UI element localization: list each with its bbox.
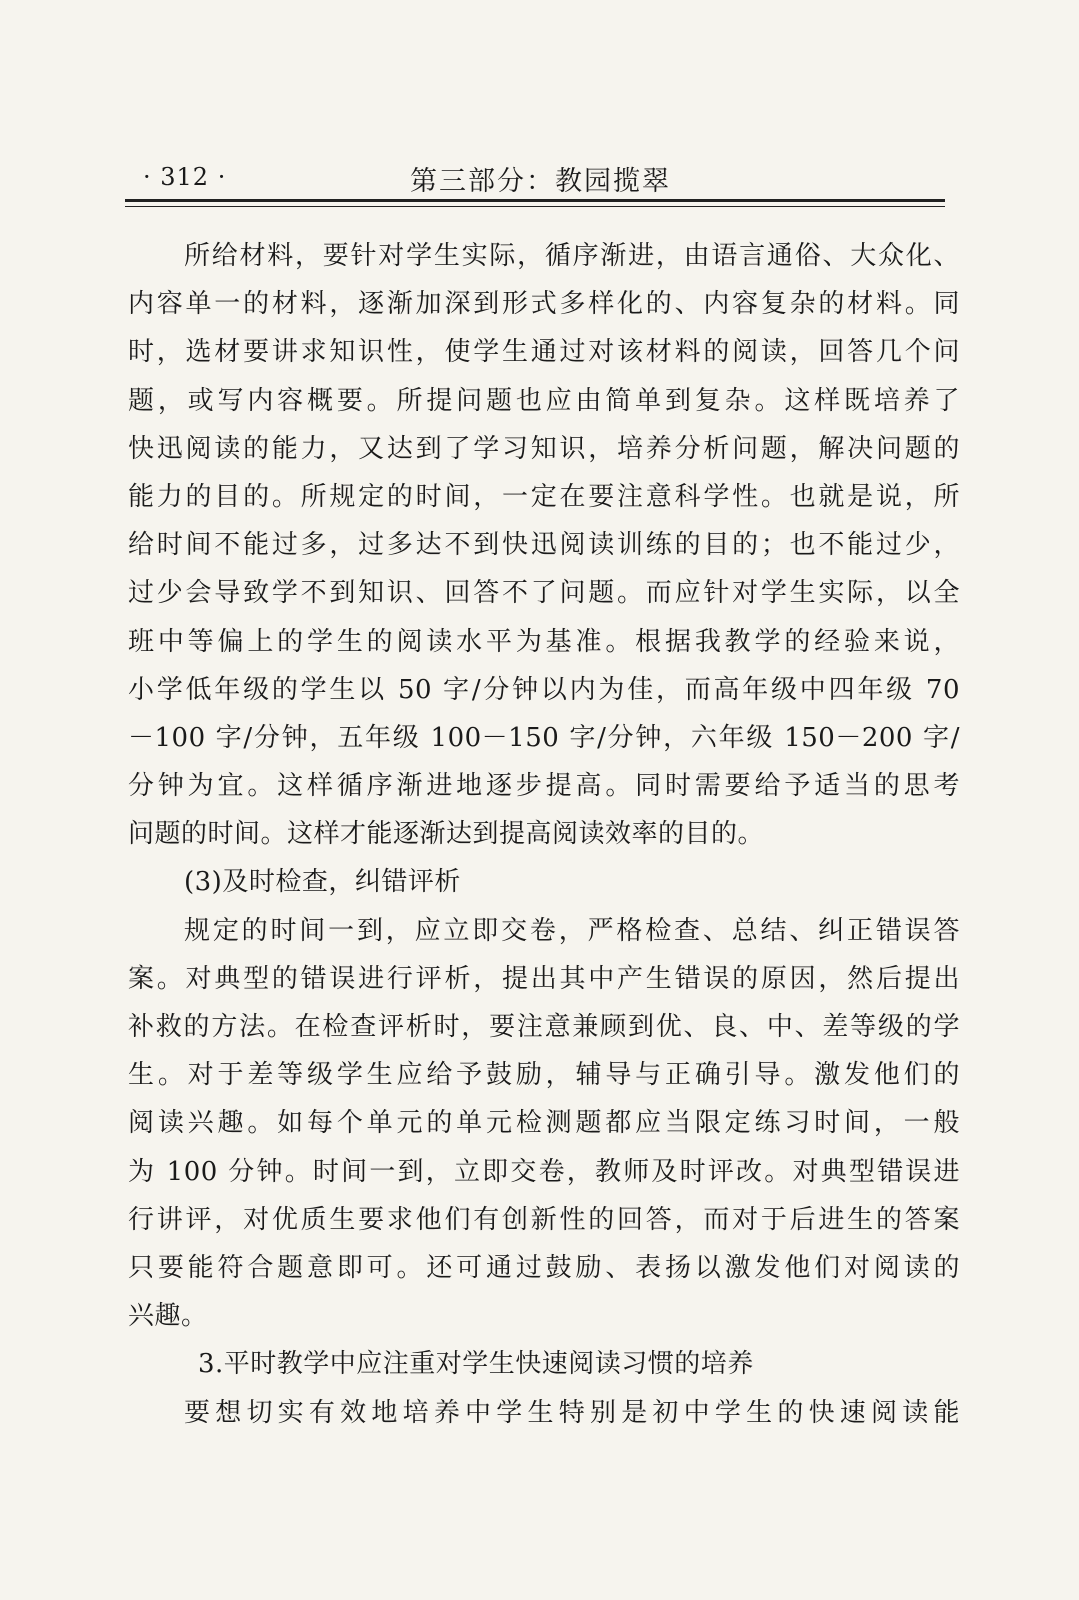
text-line: 能力的目的。所规定的时间，一定在要注意科学性。也就是说，所: [128, 481, 960, 512]
text-line: 生。对于差等级学生应给予鼓励，辅导与正确引导。激发他们的: [128, 1060, 960, 1091]
text-line: 内容单一的材料，逐渐加深到形式多样化的、内容复杂的材料。同: [128, 289, 960, 320]
body-text: [128, 232, 960, 1437]
text-line: 所给材料，要针对学生实际，循序渐进，由语言通俗、大众化、: [184, 241, 960, 271]
header-rule-thick: [125, 199, 945, 202]
text-line: 为 100 分钟。时间一到，立即交卷，教师及时评改。对典型错误进: [128, 1156, 960, 1187]
text-line: 小学低年级的学生以 50 字/分钟以内为佳，而高年级中四年级 70: [128, 674, 960, 705]
text-line: 给时间不能过多，过多达不到快迅阅读训练的目的；也不能过少，: [128, 530, 960, 561]
text-line: 行讲评，对优质生要求他们有创新性的回答，而对于后进生的答案: [128, 1204, 960, 1235]
text-line: 规定的时间一到，应立即交卷，严格检查、总结、纠正错误答: [184, 915, 960, 946]
text-line: (3)及时检查，纠错评析: [184, 867, 461, 898]
text-line: 过少会导致学不到知识、回答不了问题。而应针对学生实际，以全: [128, 578, 960, 609]
text-line: 3.平时教学中应注重对学生快速阅读习惯的培养: [198, 1349, 754, 1380]
text-line: 分钟为宜。这样循序渐进地逐步提高。同时需要给予适当的思考: [128, 771, 960, 802]
text-line: 班中等偏上的学生的阅读水平为基准。根据我教学的经验来说，: [128, 626, 960, 657]
text-line: 要想切实有效地培养中学生特别是初中学生的快速阅读能: [184, 1397, 960, 1428]
running-title: 第三部分：教园揽翠: [410, 166, 671, 197]
header-rule-thin: [125, 206, 945, 207]
page-number: · 312 ·: [143, 163, 227, 191]
text-line: 阅读兴趣。如每个单元的单元检测题都应当限定练习时间，一般: [128, 1108, 960, 1139]
text-line: 兴趣。: [128, 1301, 208, 1332]
text-line: 时，选材要讲求知识性，使学生通过对该材料的阅读，回答几个问: [128, 337, 960, 368]
text-line: －100 字/分钟，五年级 100－150 字/分钟，六年级 150－200 字/: [128, 722, 960, 753]
page-header: [125, 155, 945, 199]
text-line: 案。对典型的错误进行评析，提出其中产生错误的原因，然后提出: [128, 963, 960, 994]
text-line: 题，或写内容概要。所提问题也应由简单到复杂。这样既培养了: [128, 385, 960, 416]
text-line: 只要能符合题意即可。还可通过鼓励、表扬以激发他们对阅读的: [128, 1252, 960, 1283]
text-line: 快迅阅读的能力，又达到了学习知识，培养分析问题，解决问题的: [128, 433, 960, 464]
text-line: 问题的时间。这样才能逐渐达到提高阅读效率的目的。: [128, 819, 765, 850]
text-line: 补救的方法。在检查评析时，要注意兼顾到优、良、中、差等级的学: [128, 1012, 960, 1042]
